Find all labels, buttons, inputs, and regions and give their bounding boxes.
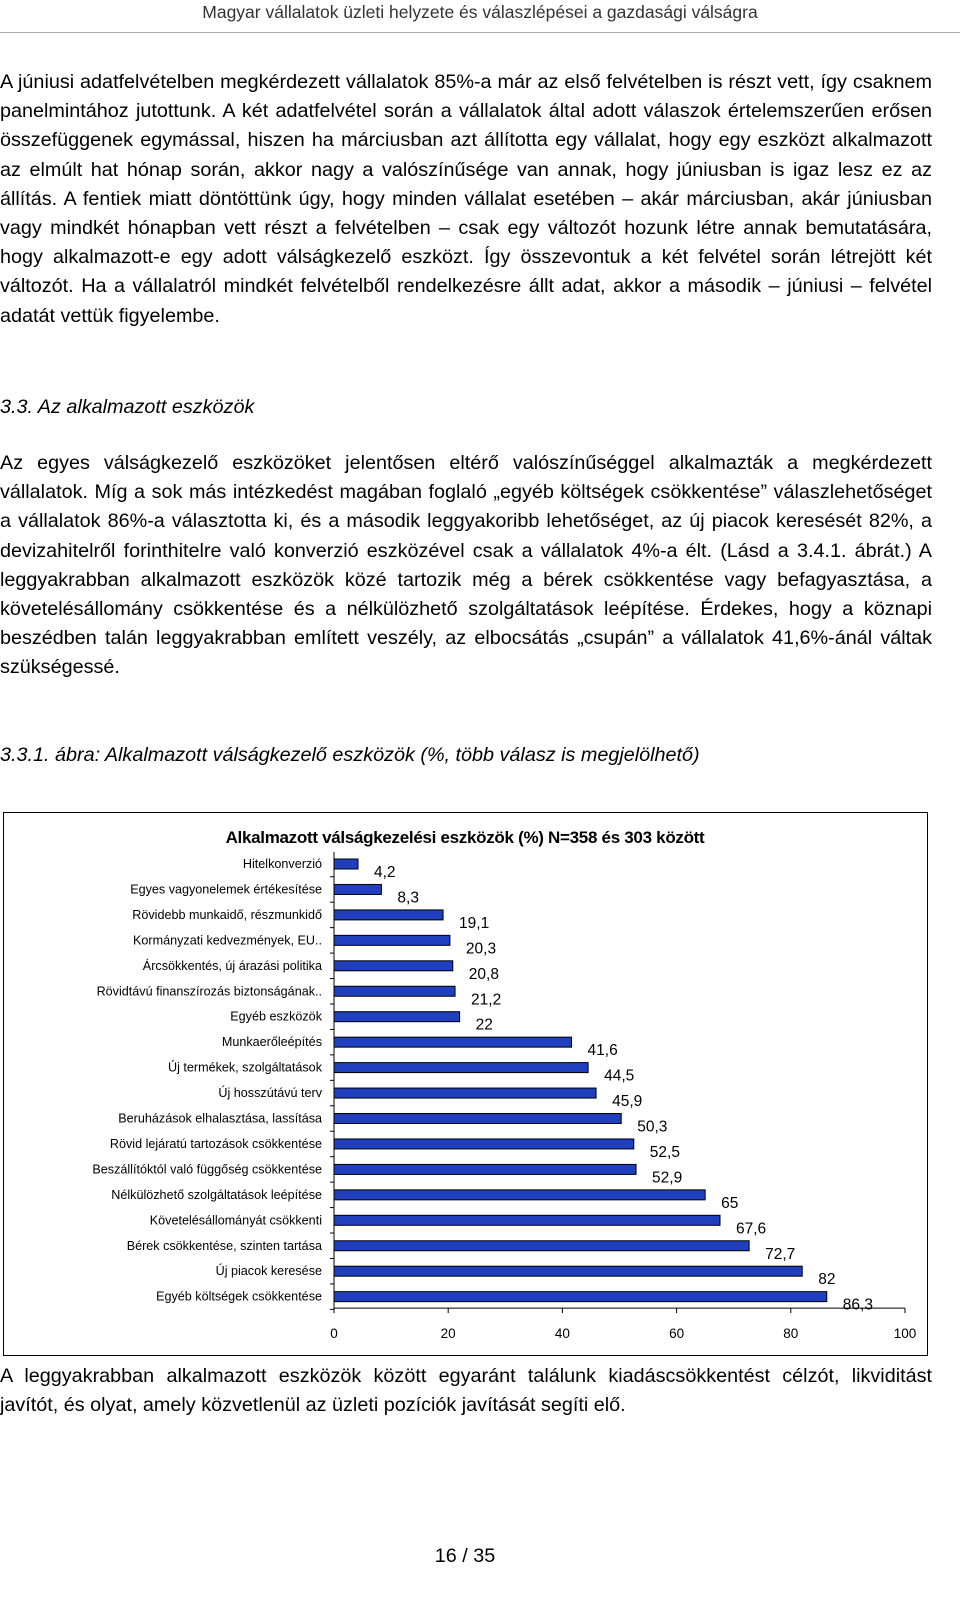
bar: [334, 986, 455, 996]
bar: [334, 1088, 596, 1098]
bar: [334, 1292, 827, 1302]
paragraph-intro: A júniusi adatfelvételben megkérdezett vállalatok 85%-a már az első felvételben is részt vett, így csaknem panelmintához jutottunk. A két adatfelvétel során a vállalatok által adott válaszok értelemszerűen erősen összefüggenek egymással, hiszen ha márciusban azt állította egy vállalat, hogy egy eszközt alkalmazott az elmúlt hat hónap során, akkor nagy a valószínűsége van annak, hogy júniusban is igaz lesz ez az állítás. A fentiek miatt döntöttünk úgy, hogy minden vállalat esetében – akár márciusban, akár júniusban vagy mindkét hónapban vett részt a felvételben – csak egy változót hozunk létre annak bemutatására, hogy alkalmazott-e egy adott válságkezelő eszközt. Így összevontuk a két felvétel során létrejött két változót. Ha a vállalatról mindkét felvételből rendelkezésre állt adat, akkor a második – júniusi – felvétel adatát vettük figyelembe.: [0, 71, 932, 327]
paragraph-tools: Az egyes válságkezelő eszközöket jelentősen eltérő valószínűséggel alkalmazták a megkérdezett vállalatok. Míg a sok más intézkedést magában foglaló „egyéb költségek csökkentése” válaszlehetőséget a vállalatok 86%-a választotta ki, és a második leggyakoribb lehetőséget, az új piacok keresését 82%, a devizahitelről forinthitelre való konverzió eszközével csak a vállalatok 4%-a élt. (Lásd a 3.4.1. ábrát.) A leggyakrabban alkalmazott eszközök közé tartozik még a bérek csökkentése vagy befagyasztása, a követelésállomány csökkentése és a nélkülözhető szolgáltatások leépítése. Érdekes, hogy a köznapi beszédben talán leggyakrabban említett veszély, az elbocsátás „csupán” a vállalatok 41,6%-ánál váltak szükségessé.: [0, 452, 932, 679]
value-label: 52,9: [652, 1169, 683, 1187]
value-label: 52,5: [649, 1143, 680, 1161]
value-label: 20,8: [468, 965, 499, 983]
bar: [334, 1164, 636, 1174]
bar: [334, 1012, 460, 1022]
bar: [334, 961, 453, 971]
bar: [334, 859, 358, 869]
bar: [334, 1190, 705, 1200]
category-label: Bérek csökkentése, szinten tartása: [126, 1238, 322, 1253]
category-label: Rövidtávú finanszírozás biztonságának..: [96, 984, 322, 999]
value-label: 72,7: [765, 1245, 796, 1263]
category-label: Új piacok keresése: [215, 1264, 322, 1279]
header-divider: [0, 32, 960, 33]
value-label: 19,1: [459, 914, 490, 932]
value-label: 22: [475, 1016, 493, 1034]
value-label: 82: [818, 1271, 836, 1289]
category-label: Egyéb eszközök: [230, 1009, 322, 1024]
page-number: 16 / 35: [434, 1545, 496, 1567]
value-label: 44,5: [604, 1067, 635, 1085]
bar: [334, 1037, 572, 1047]
bar: [334, 1114, 621, 1124]
value-label: 20,3: [465, 940, 497, 958]
paragraph-summary: A leggyakrabban alkalmazott eszközök között egyaránt találunk kiadáscsökkentést célzót, likviditást javítót, és olyat, amely közvetlenül az üzleti pozíciók javítását segíti elő.: [0, 1365, 932, 1417]
chart-title: Alkalmazott válságkezelési eszközök (%) N=358 és 303 között: [225, 828, 705, 847]
value-label: 67,6: [735, 1220, 767, 1238]
section-title: 3.3. Az alkalmazott eszközök: [0, 396, 255, 418]
value-label: 41,6: [587, 1042, 618, 1060]
category-label: Hitelkonverzió: [242, 857, 322, 871]
x-tick-label: 40: [554, 1326, 570, 1342]
x-tick-label: 80: [783, 1326, 799, 1342]
bar: [334, 1241, 749, 1251]
value-label: 65: [721, 1194, 739, 1212]
x-tick-label: 0: [330, 1326, 338, 1342]
category-label: Munkaerőleépítés: [221, 1035, 322, 1050]
value-label: 4,2: [373, 864, 396, 881]
bar: [334, 1215, 720, 1225]
bar: [334, 1139, 634, 1149]
page-header: Magyar vállalatok üzleti helyzete és válaszlépései a gazdasági válságra: [202, 2, 758, 22]
category-label: Beruházások elhalasztása, lassítása: [118, 1111, 322, 1126]
category-label: Követelésállományát csökkenti: [149, 1213, 322, 1228]
value-label: 50,3: [637, 1118, 668, 1136]
value-label: 21,2: [471, 991, 502, 1009]
x-tick-label: 60: [669, 1326, 685, 1342]
category-label: Nélkülözhető szolgáltatások leépítése: [111, 1187, 322, 1202]
value-label: 8,3: [397, 889, 419, 907]
figure-caption: 3.3.1. ábra: Alkalmazott válságkezelő eszközök (%, több válasz is megjelölhető): [0, 744, 700, 766]
category-label: Árcsökkentés, új árazási politika: [142, 958, 322, 973]
category-label: Beszállítóktól való függőség csökkentése: [92, 1162, 322, 1177]
bar: [334, 884, 381, 894]
category-label: Rövid lejáratú tartozások csökkentése: [109, 1136, 322, 1151]
category-label: Kormányzati kedvezmények, EU..: [133, 933, 322, 948]
value-label: 86,3: [842, 1296, 873, 1314]
category-label: Rövidebb munkaidő, részmunkidő: [132, 907, 322, 922]
x-tick-label: 100: [893, 1326, 917, 1342]
bar-chart: [0, 840, 930, 1350]
x-tick-label: 20: [440, 1326, 456, 1342]
category-label: Új hosszútávú terv: [218, 1086, 322, 1101]
bar: [334, 1266, 802, 1276]
category-label: Egyes vagyonelemek értékesítése: [130, 882, 322, 897]
bar: [334, 910, 443, 920]
value-label: 45,9: [612, 1093, 643, 1111]
bar: [334, 935, 450, 945]
bar: [334, 1063, 588, 1073]
category-label: Új termékek, szolgáltatások: [168, 1060, 322, 1075]
category-label: Egyéb költségek csökkentése: [156, 1289, 322, 1304]
